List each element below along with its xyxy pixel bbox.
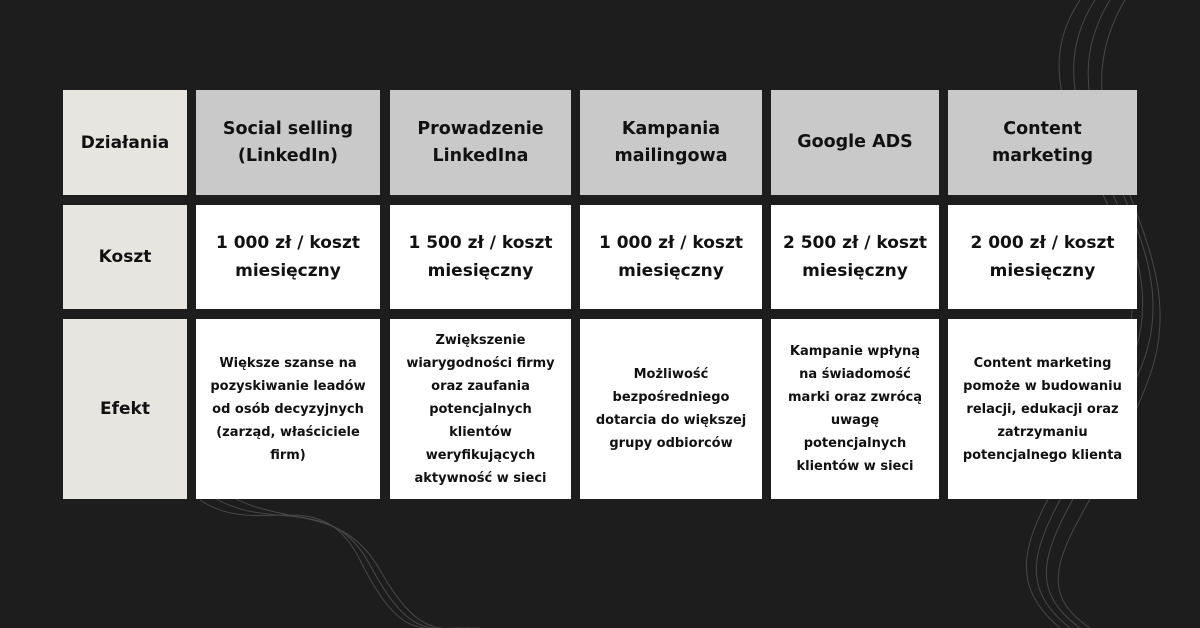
effect-cell: Zwiększenie wiarygodności firmy oraz zaufania potencjalnych klientów weryfikujących aktywność w sieci bbox=[390, 319, 571, 499]
column-header: Kampania mailingowa bbox=[580, 90, 762, 195]
effect-cell: Większe szanse na pozyskiwanie leadów od osób decyzyjnych (zarząd, właściciele firm) bbox=[196, 319, 380, 499]
cost-cell: 2 000 zł / koszt miesięczny bbox=[948, 205, 1137, 309]
cost-cell: 1 000 zł / koszt miesięczny bbox=[580, 205, 762, 309]
row-label-cost: Koszt bbox=[63, 205, 187, 309]
effect-cell: Możliwość bezpośredniego dotarcia do większej grupy odbiorców bbox=[580, 319, 762, 499]
effect-cell: Kampanie wpłyną na świadomość marki oraz zwrócą uwagę potencjalnych klientów w sieci bbox=[771, 319, 939, 499]
cost-cell: 1 000 zł / koszt miesięczny bbox=[196, 205, 380, 309]
column-header: Google ADS bbox=[771, 90, 939, 195]
row-label-actions: Działania bbox=[63, 90, 187, 195]
column-header: Content marketing bbox=[948, 90, 1137, 195]
column-header: Prowadzenie LinkedIna bbox=[390, 90, 571, 195]
column-header: Social selling (LinkedIn) bbox=[196, 90, 380, 195]
row-label-effect: Efekt bbox=[63, 319, 187, 499]
cost-cell: 2 500 zł / koszt miesięczny bbox=[771, 205, 939, 309]
cost-cell: 1 500 zł / koszt miesięczny bbox=[390, 205, 571, 309]
effect-cell: Content marketing pomoże w budowaniu relacji, edukacji oraz zatrzymaniu potencjalnego klienta bbox=[948, 319, 1137, 499]
